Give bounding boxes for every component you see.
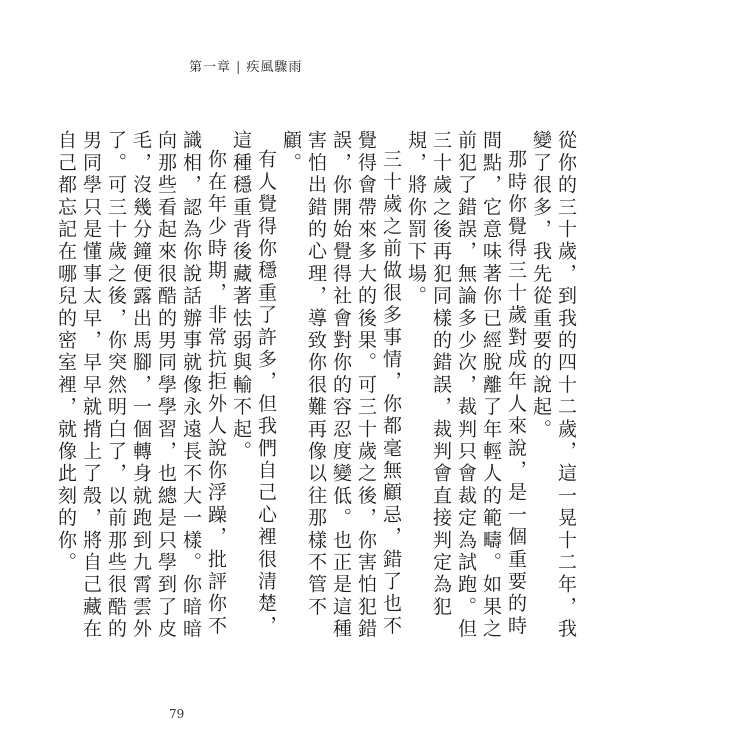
- header-separator: |: [236, 60, 242, 75]
- paragraph: 那時你覺得三十歲對成年人來說，是一個重要的時間點，它意味著你已經脫離了年輕人的範疇。如果之前犯了錯誤，無論多少次，裁判只會裁定為試跑。但三十歲之後再犯同樣的錯誤，裁判會直接判定為犯規，將你罰下場。: [405, 130, 527, 641]
- running-header: [189, 56, 302, 75]
- paragraph: 你在年少時期，非常抗拒外人說你浮躁，批評你不識相，認為你說話辦事就像永遠長不大一樣。你暗暗向那些看起來很酷的男同學學習，也總是只學到了皮毛，沒幾分鐘便露出馬腳，一個轉身就跑到九霄雲外了。可三十歲之後，你突然明白了，以前那些很酷的男同學只是懂事太早，早早就揹上了殼，將自己藏在自己都忘記在哪兒的密室裡，就像此刻的你。: [55, 130, 227, 641]
- chapter-title: 疾風驟雨: [246, 60, 303, 75]
- vertical-body-text: [53, 130, 578, 650]
- paragraph: 從你的三十歲，到我的四十二歲，這一晃十二年，我變了很多，我先從重要的說起。: [530, 130, 577, 641]
- paragraph: 有人覺得你穩重了許多，但我們自己心裡很清楚，這種穩重背後藏著怯弱與輸不起。: [230, 130, 277, 638]
- chapter-label: 第一章: [189, 60, 232, 75]
- paragraph: 三十歲之前做很多事情，你都毫無顧忌，錯了也不覺得會帶來多大的後果。可三十歲之後，你害怕犯錯誤，你開始覺得社會對你的容忍度變低。也正是這種害怕出錯的心理，導致你很難再像以往那樣不管不顧。: [280, 130, 402, 641]
- page-number: 79: [169, 707, 185, 721]
